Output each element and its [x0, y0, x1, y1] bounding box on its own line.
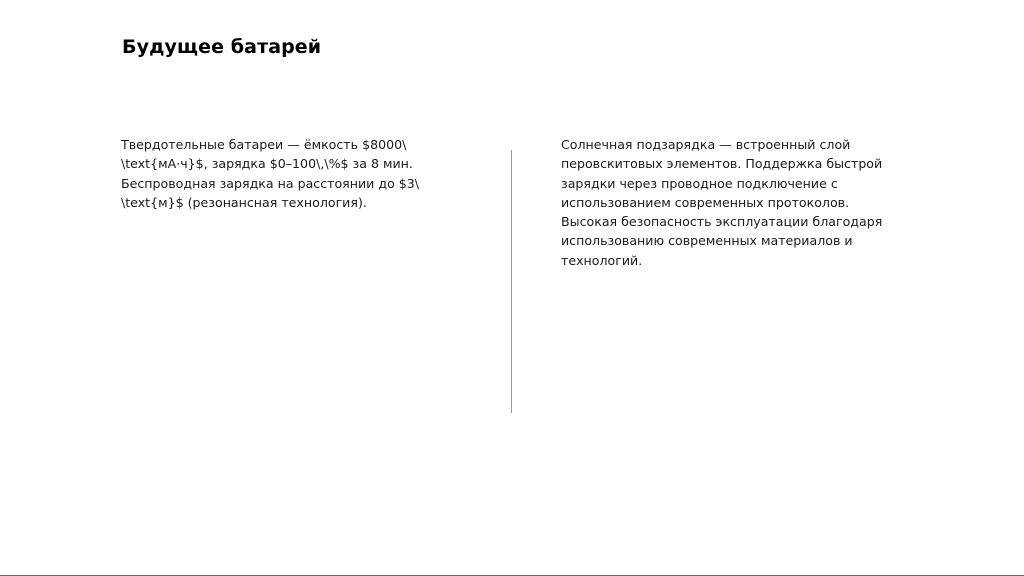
left-column-text: Твердотельные батареи — ёмкость $8000\ \text{мА·ч}$, зарядка $0–100\,\%$ за 8 мин. Беспроводная зарядка на расстоянии до $3\ \text{м}$ (резонансная технология). [121, 137, 420, 210]
column-divider [511, 150, 512, 413]
right-column-text: Солнечная подзарядка — встроенный слой перовскитовых элементов. Поддержка быстрой зарядки через проводное подключение с использованием современных протоколов. Высокая безопасность эксплуатации благодаря использованию современных материалов и технологий. [561, 137, 883, 268]
slide-title: Будущее батарей [122, 36, 322, 58]
